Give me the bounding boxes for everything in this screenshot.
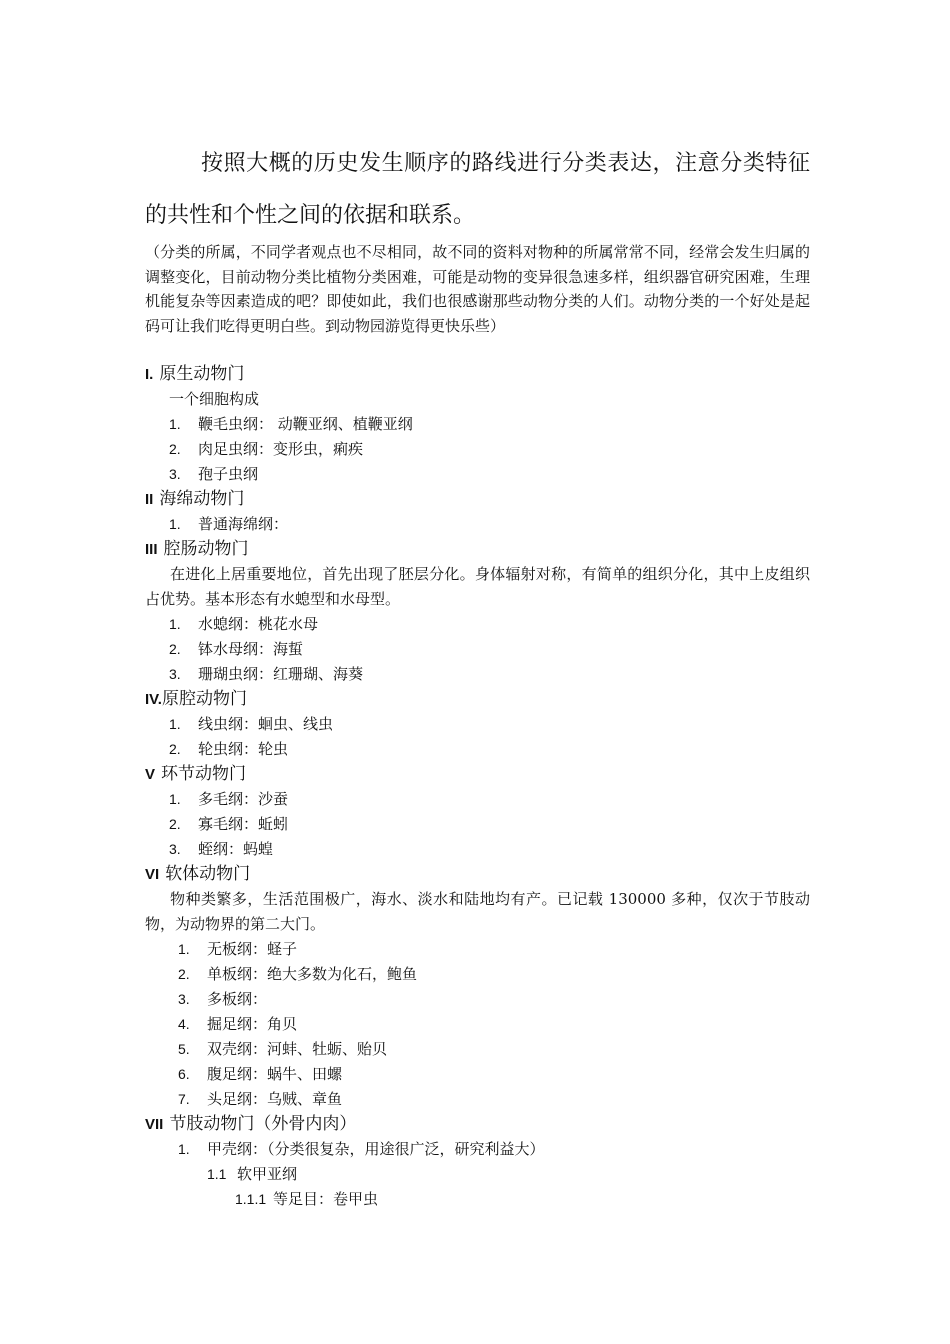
section-number: II <box>145 491 154 508</box>
list-item: 2. 钵水母纲：海蜇 <box>169 640 304 658</box>
classification-outline <box>145 362 810 1212</box>
section-number: I. <box>145 366 154 383</box>
list-item: 2. 肉足虫纲：变形虫，痢疾 <box>169 440 364 458</box>
section-title: 软体动物门 <box>165 864 251 884</box>
sub-sub-list-item: 1.1.1 等足目：卷甲虫 <box>235 1190 379 1208</box>
intro-paragraph: 按照大概的历史发生顺序的路线进行分类表达，注意分类特征的共性和个性之间的依据和联系。 <box>145 151 810 228</box>
section-heading <box>145 862 810 887</box>
list-item: 3. 孢子虫纲 <box>169 465 259 483</box>
list-item: 2. 轮虫纲：轮虫 <box>169 740 289 758</box>
section-description: 在进化上居重要地位，首先出现了胚层分化。身体辐射对称，有简单的组织分化，其中上皮组织占优势。基本形态有水螅型和水母型。 <box>145 565 810 608</box>
section-number: VII <box>145 1116 164 1133</box>
list-item: 1. 多毛纲：沙蚕 <box>169 790 289 808</box>
section-title: 原腔动物门 <box>161 689 247 709</box>
list-item: 1. 水螅纲：桃花水母 <box>169 615 319 633</box>
section-heading <box>145 762 810 787</box>
list-item: 1. 线虫纲：蛔虫、线虫 <box>169 715 334 733</box>
list-item: 2. 寡毛纲：蚯蚓 <box>169 815 289 833</box>
note-paragraph: （分类的所属，不同学者观点也不尽相同，故不同的资料对物种的所属常常不同，经常会发生归属的调整变化，目前动物分类比植物分类困难，可能是动物的变异很急速多样，组织器官研究困难，生理机能复杂等因素造成的吧？即使如此，我们也很感谢那些动物分类的人们。动物分类的一个好处是起码可让我们吃得更明白些。到动物园游览得更快乐些） <box>145 243 810 335</box>
section-heading <box>145 1112 810 1137</box>
section-number: VI <box>145 866 160 883</box>
list-item: 1. 普通海绵纲： <box>169 515 289 533</box>
list-item: 2. 单板纲：绝大多数为化石，鲍鱼 <box>178 965 418 983</box>
list-item: 3. 蛭纲：蚂蝗 <box>169 840 274 858</box>
list-item: 1. 鞭毛虫纲： 动鞭亚纲、植鞭亚纲 <box>169 415 413 433</box>
sub-list-item: 1.1 软甲亚纲 <box>207 1165 298 1183</box>
section-title: 环节动物门 <box>161 764 247 784</box>
section-title: 节肢动物门（外骨内肉） <box>169 1114 357 1134</box>
list-item: 1. 无板纲：蛏子 <box>178 940 298 958</box>
section-description: 一个细胞构成 <box>169 390 260 408</box>
section-number: III <box>145 541 158 558</box>
section-title: 腔肠动物门 <box>163 539 249 559</box>
list-item: 6. 腹足纲：蜗牛、田螺 <box>178 1065 343 1083</box>
list-item: 1. 甲壳纲：（分类很复杂，用途很广泛，研究利益大） <box>178 1140 545 1158</box>
section-title: 原生动物门 <box>159 364 245 384</box>
section-number: V <box>145 766 156 783</box>
section-description: 物种类繁多，生活范围极广，海水、淡水和陆地均有产。已记载 130000 多种，仅次于节肢动物，为动物界的第二大门。 <box>145 890 810 933</box>
list-item: 3. 珊瑚虫纲：红珊瑚、海葵 <box>169 665 364 683</box>
section-heading <box>145 487 810 512</box>
section-heading <box>145 537 810 562</box>
list-item: 7. 头足纲：乌贼、章鱼 <box>178 1090 343 1108</box>
list-item: 4. 掘足纲：角贝 <box>178 1015 298 1033</box>
section-title: 海绵动物门 <box>159 489 245 509</box>
list-item: 3. 多板纲： <box>178 990 268 1008</box>
section-heading <box>145 687 810 712</box>
section-heading <box>145 362 810 387</box>
list-item: 5. 双壳纲：河蚌、牡蛎、贻贝 <box>178 1040 388 1058</box>
section-number: IV. <box>145 691 162 708</box>
